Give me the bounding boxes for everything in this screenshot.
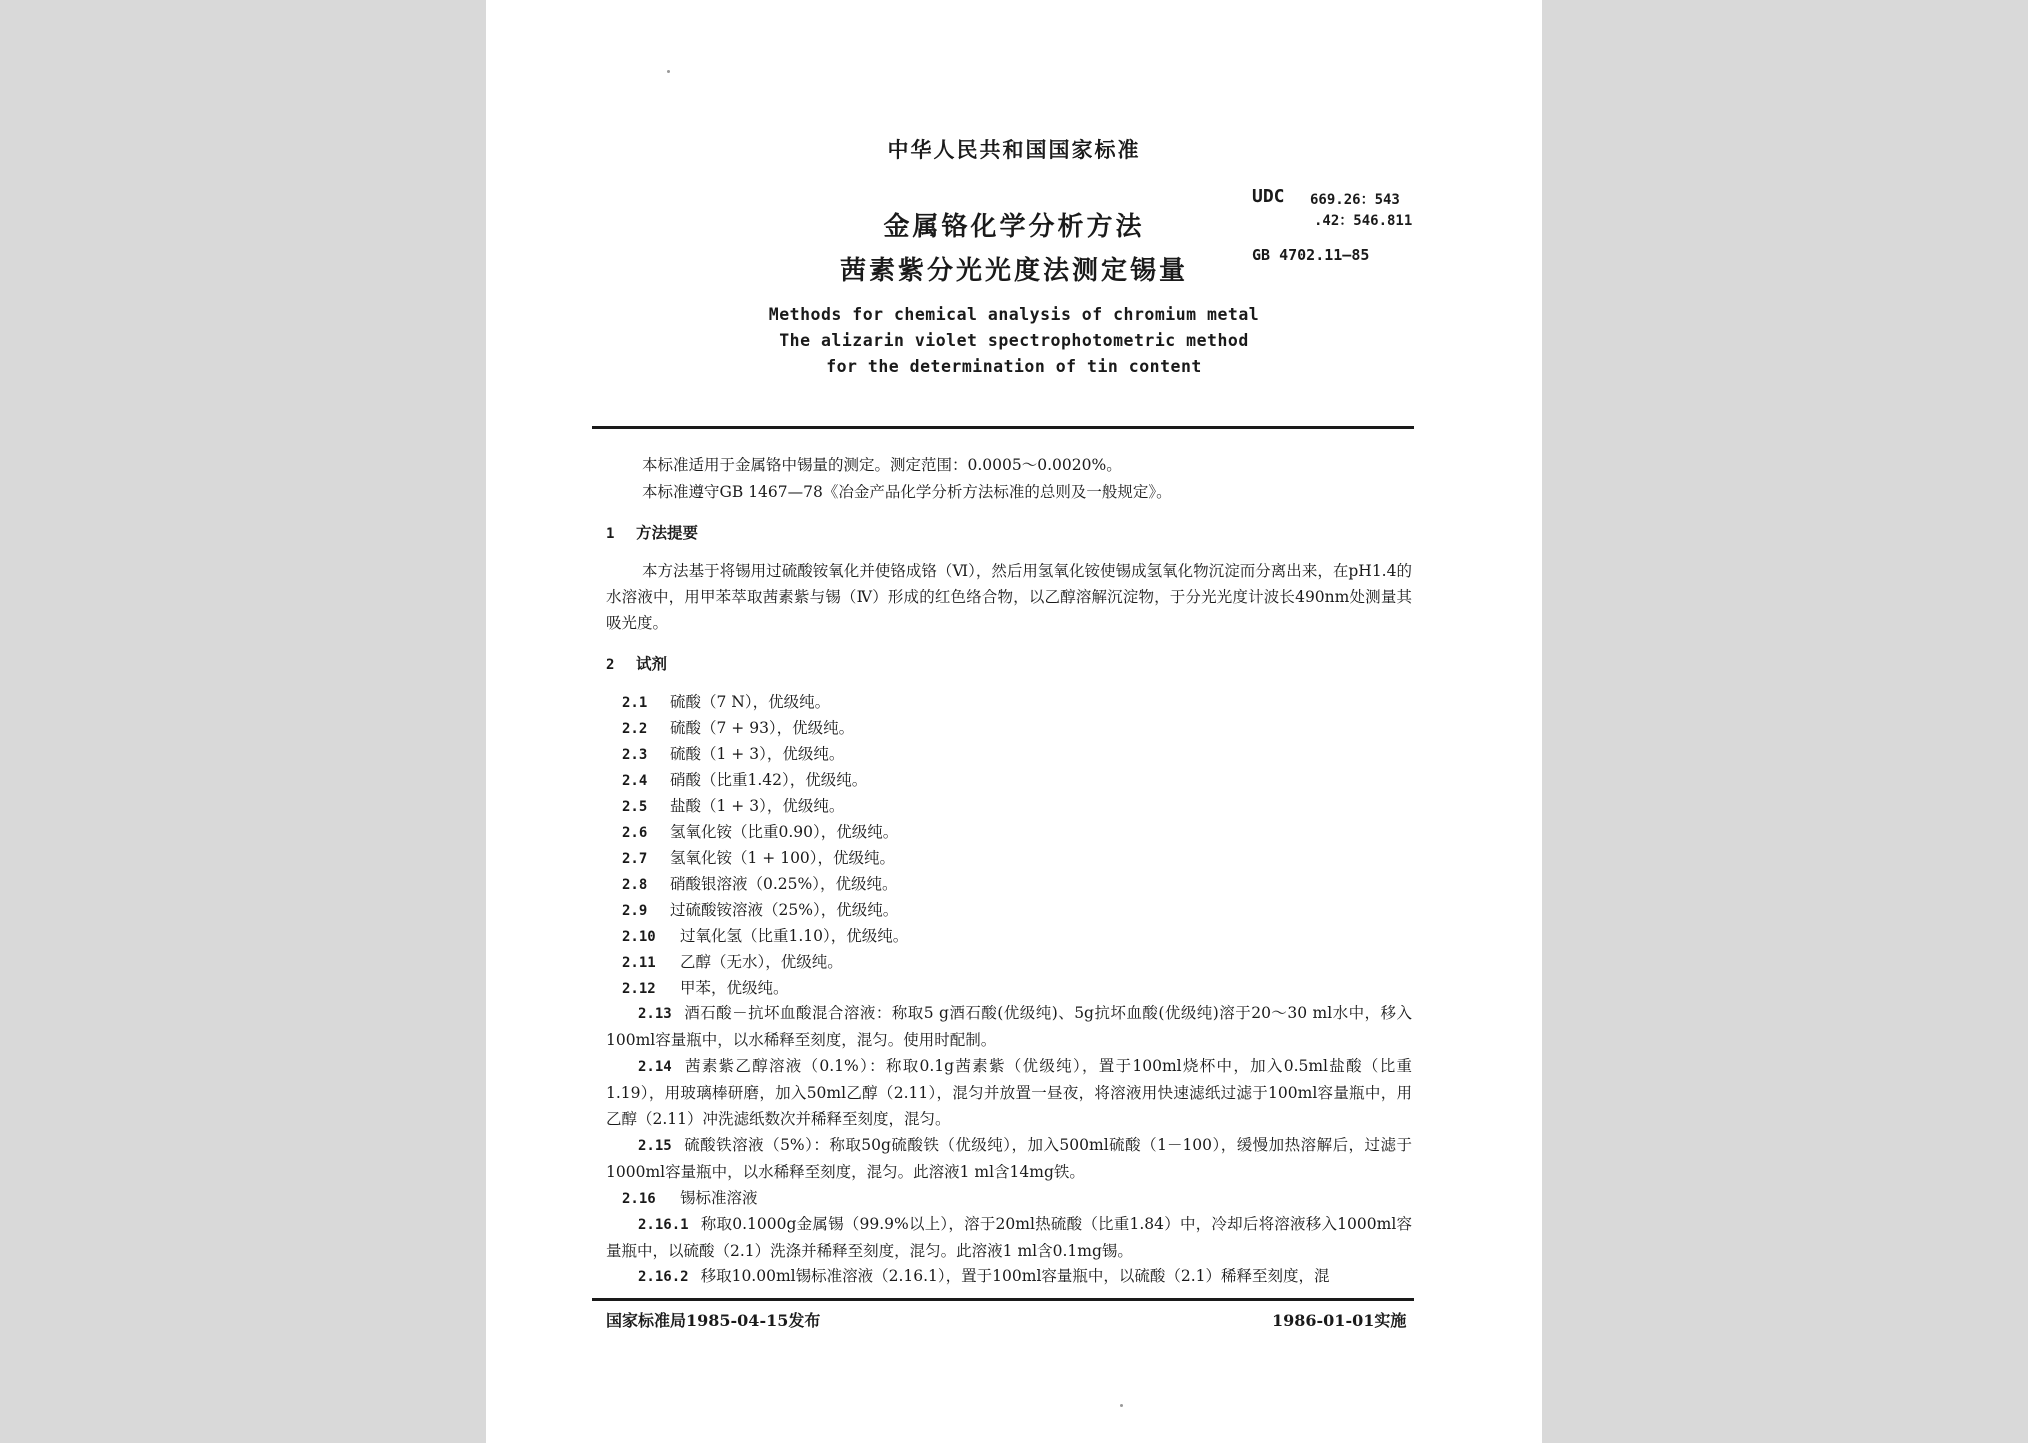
scan-speck — [667, 70, 670, 73]
section1-title: 方法提要 — [636, 523, 699, 542]
list-item: 2.9 过硫酸铵溶液（25%），优级纯。 — [622, 901, 899, 919]
list-item: 2.12 甲苯，优级纯。 — [622, 979, 789, 997]
list-item: 2.1 硫酸（7 N），优级纯。 — [622, 693, 831, 711]
gb-number: GB 4702.11—85 — [1252, 246, 1370, 264]
udc-code-line1: 669.26：543 — [1310, 192, 1400, 208]
title-line2: 茜素紫分光光度法测定锡量 — [839, 256, 1188, 286]
list-item-2-13: 2.13 酒石酸－抗坏血酸混合溶液：称取5 g酒石酸(优级纯)、5g抗坏血酸(优级纯)溶于20～30 ml水中，移入100ml容量瓶中，以水稀释至刻度，混匀。使用时配制。 — [606, 1004, 1412, 1049]
list-item: 2.7 氢氧化铵（1 + 100），优级纯。 — [622, 849, 896, 867]
effective-date: 1986-01-01实施 — [1272, 1311, 1407, 1330]
udc-code-line2: .42：546.811 — [1314, 213, 1413, 229]
section2-title: 试剂 — [636, 654, 668, 673]
english-title-line2: The alizarin violet spectrophotometric method — [779, 331, 1249, 350]
intro-scope: 本标准适用于金属铬中锡量的测定。测定范围：0.0005～0.0020%。 — [642, 456, 1122, 474]
list-item: 2.3 硫酸（1 + 3），优级纯。 — [622, 745, 845, 763]
list-item: 2.10 过氧化氢（比重1.10），优级纯。 — [622, 927, 909, 945]
english-title-line3: for the determination of tin content — [826, 357, 1202, 376]
list-item: 2.8 硝酸银溶液（0.25%），优级纯。 — [622, 875, 898, 893]
list-item: 2.4 硝酸（比重1.42），优级纯。 — [622, 771, 868, 789]
list-item-2-16-2: 2.16.2 移取10.00ml锡标准溶液（2.16.1），置于100ml容量瓶中，以硫酸（2.1）稀释至刻度，混 — [638, 1267, 1330, 1285]
section1-number: 1 — [606, 526, 615, 542]
title-line1: 金属铬化学分析方法 — [883, 212, 1145, 242]
document-page — [486, 0, 1542, 1443]
section2-heading — [606, 652, 667, 674]
list-item: 2.2 硫酸（7 + 93），优级纯。 — [622, 719, 855, 737]
national-standard-heading: 中华人民共和国国家标准 — [887, 137, 1141, 162]
list-item-2-15: 2.15 硫酸铁溶液（5%）：称取50g硫酸铁（优级纯），加入500ml硫酸（1－100），缓慢加热溶解后，过滤于1000ml容量瓶中，以水稀释至刻度，混匀。此溶液1 ml含14mg铁。 — [606, 1136, 1412, 1181]
english-title-line1: Methods for chemical analysis of chromium metal — [768, 305, 1260, 324]
list-item: 2.5 盐酸（1 + 3），优级纯。 — [622, 797, 845, 815]
intro-compliance: 本标准遵守GB 1467—78《冶金产品化学分析方法标准的总则及一般规定》。 — [642, 483, 1172, 501]
section1-heading — [606, 521, 698, 543]
udc-label: UDC — [1252, 186, 1285, 207]
list-item: 2.11 乙醇（无水），优级纯。 — [622, 953, 843, 971]
section2-number: 2 — [606, 657, 615, 673]
issue-date: 国家标准局1985-04-15发布 — [606, 1311, 821, 1330]
top-divider — [592, 426, 1414, 429]
scan-speck — [1120, 1404, 1123, 1407]
list-item-2-16-1: 2.16.1 称取0.1000g金属锡（99.9%以上），溶于20ml热硫酸（比重1.84）中，冷却后将溶液移入1000ml容量瓶中，以硫酸（2.1）洗涤并稀释至刻度，混匀。此溶液1 ml含0.1mg锡。 — [606, 1215, 1412, 1260]
list-item-2-14: 2.14 茜素紫乙醇溶液（0.1%）：称取0.1g茜素紫（优级纯），置于100ml烧杯中，加入0.5ml盐酸（比重1.19），用玻璃棒研磨，加入50ml乙醇（2.11），混匀并放置一昼夜，将溶液用快速滤纸过滤于100ml容量瓶中，用乙醇（2.11）冲洗滤纸数次并稀释至刻度，混匀。 — [606, 1057, 1412, 1128]
bottom-divider — [592, 1298, 1414, 1301]
list-item-2-16: 2.16 锡标准溶液 — [622, 1189, 758, 1207]
list-item: 2.6 氢氧化铵（比重0.90），优级纯。 — [622, 823, 899, 841]
section1-text: 本方法基于将锡用过硫酸铵氧化并使铬成铬（Ⅵ），然后用氢氧化铵使锡成氢氧化物沉淀而分离出来，在pH1.4的水溶液中，用甲苯萃取茜素紫与锡（Ⅳ）形成的红色络合物，以乙醇溶解沉淀物，于分光光度计波长490nm处测量其吸光度。 — [606, 562, 1412, 632]
